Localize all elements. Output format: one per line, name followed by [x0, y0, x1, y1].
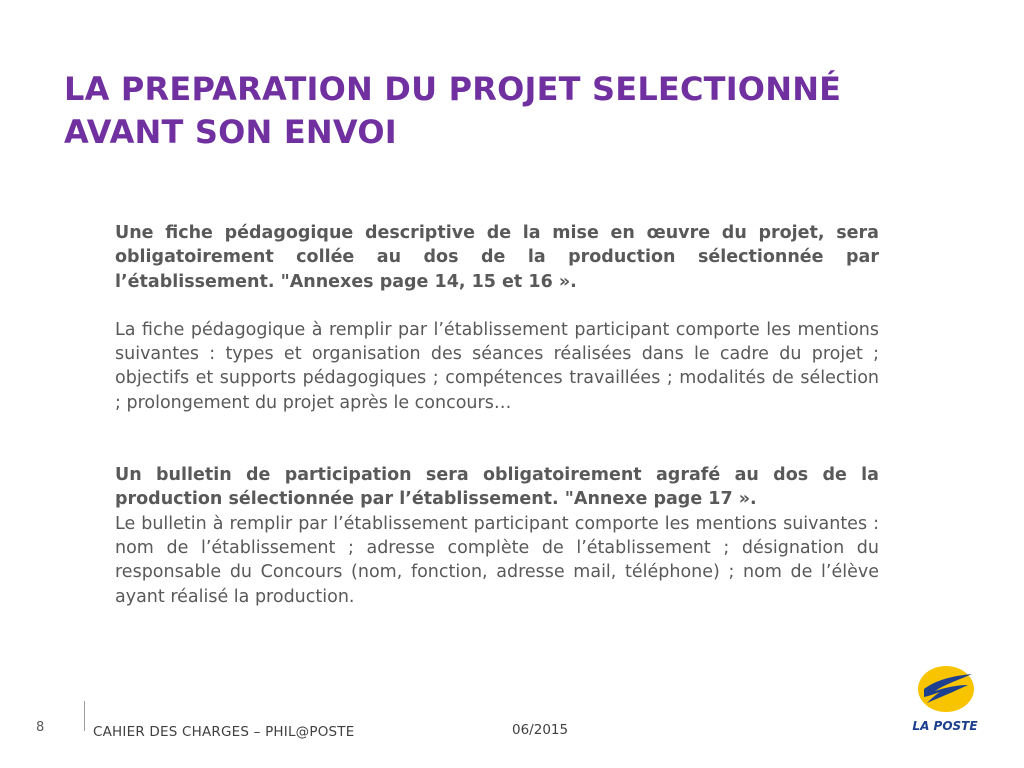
bulletin-participation-description: Le bulletin à remplir par l’établissement participant comporte les mentions suivantes : nom de l’établissement ; adresse complète de l’établissement ; désignation du responsable du Concours (nom, fonction, adresse mail, téléphone) ; nom de l’élève ayant réalisé la production.	[115, 513, 879, 607]
bulletin-participation-heading: Un bulletin de participation sera obligatoirement agrafé au dos de la production sélectionnée par l’établissement. "Annexe page 17 ».	[115, 465, 879, 510]
footer-document-title: CAHIER DES CHARGES – PHIL@POSTE	[93, 724, 355, 740]
la-poste-logo	[900, 664, 990, 736]
paragraph-spacer	[115, 294, 879, 318]
slide-title	[64, 68, 964, 154]
logo-text: LA POSTE	[912, 719, 978, 733]
la-poste-bird-icon	[900, 664, 990, 736]
slide-title-line-2: AVANT SON ENVOI	[64, 113, 397, 151]
slide-title-line-1: LA PREPARATION DU PROJET SELECTIONNÉ	[64, 70, 842, 108]
fiche-pedagogique-description: La fiche pédagogique à remplir par l’établissement participant comporte les mentions suivantes : types et organisation des séances réalisées dans le cadre du projet ; objectifs et supports pédagogiques ; compétences travaillées ; modalités de sélection ; prolongement du projet après le concours…	[115, 319, 879, 413]
fiche-pedagogique-heading: Une fiche pédagogique descriptive de la mise en œuvre du projet, sera obligatoirement collée au dos de la production sélectionnée par l’établissement. "Annexes page 14, 15 et 16 ».	[115, 223, 879, 292]
paragraph-spacer	[115, 415, 879, 463]
footer-date: 06/2015	[512, 722, 569, 738]
footer-divider	[84, 701, 85, 731]
slide-body	[115, 221, 879, 609]
page-number: 8	[36, 720, 45, 735]
